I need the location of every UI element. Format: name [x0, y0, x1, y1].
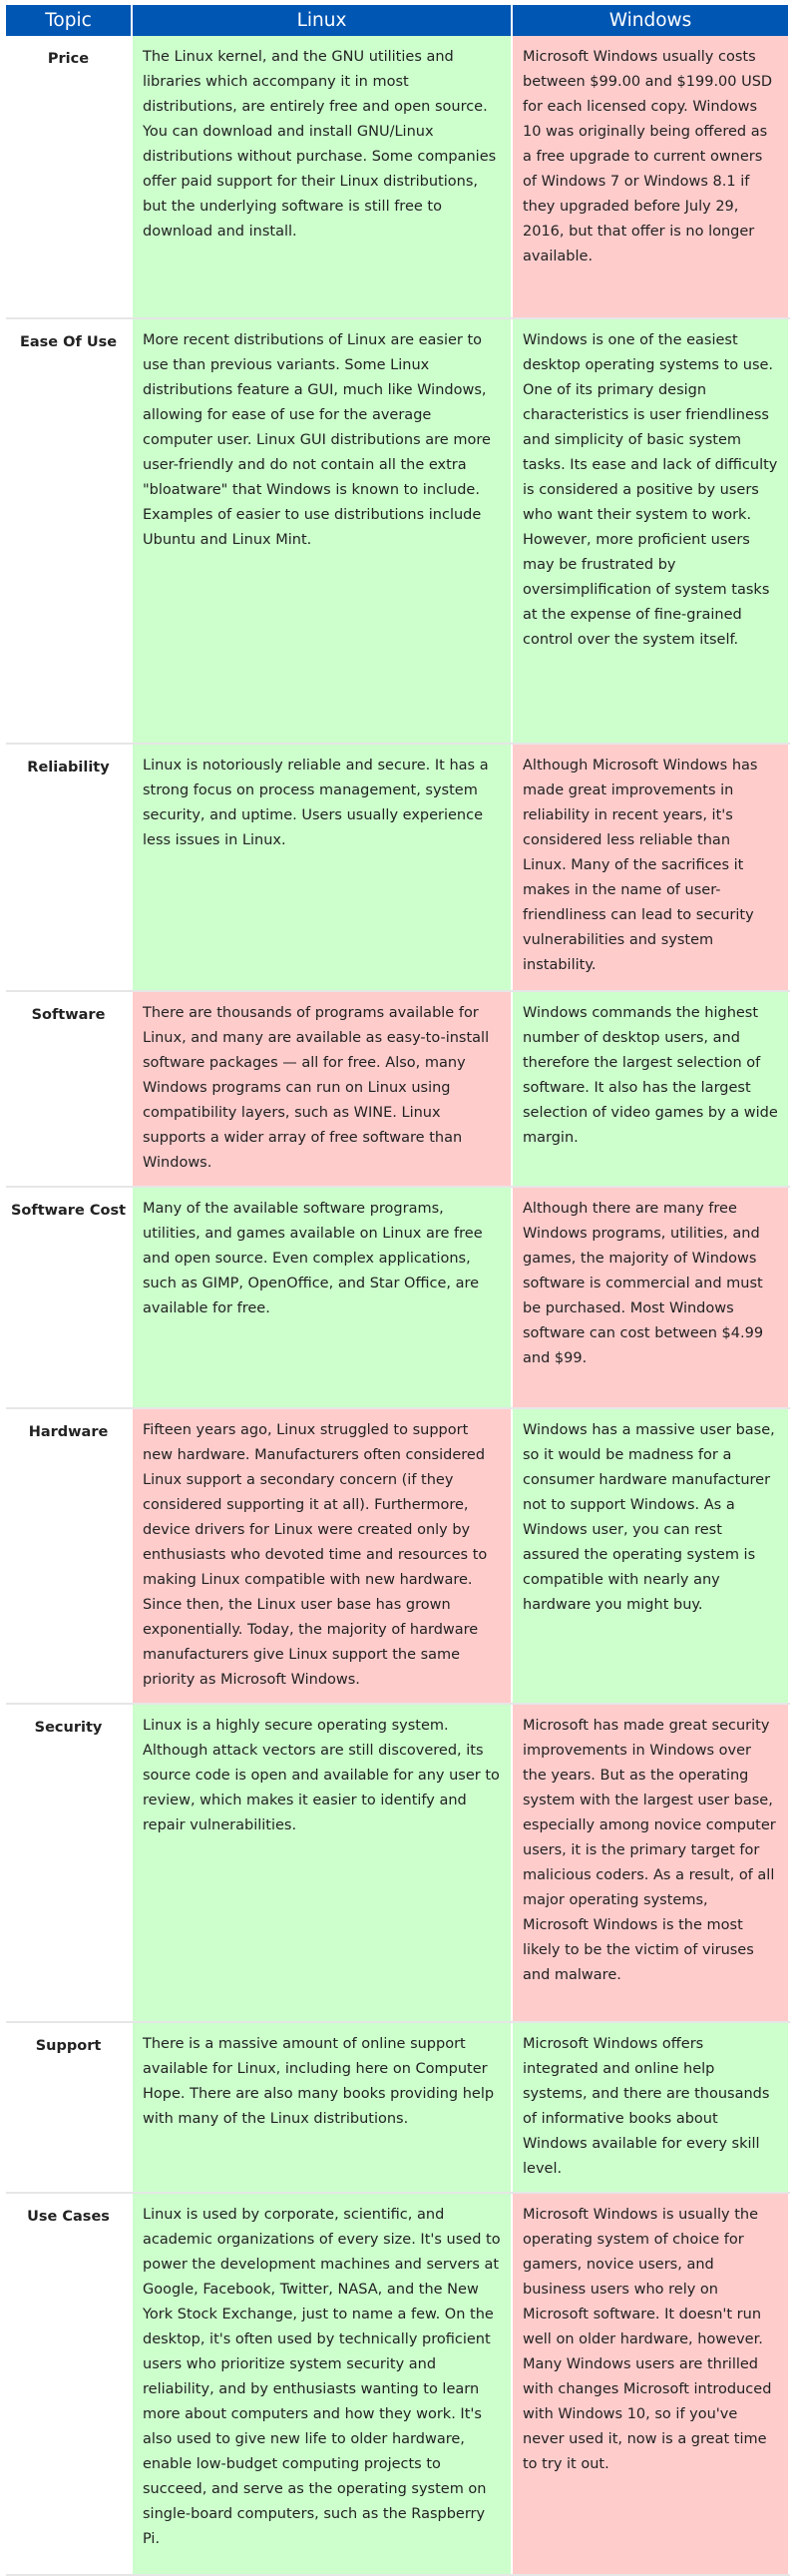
- linux-cell: Many of the available software programs, utilities, and games available on Linux are free and open source. Even complex applications, such as GIMP, OpenOffice, and Star Office, are available for free.: [132, 1187, 512, 1408]
- windows-cell: Although there are many free Windows programs, utilities, and games, the majority of Windows software is commercial and must be purchased. Most Windows software can cost between $4.99 and $99.: [512, 1187, 789, 1408]
- topic-cell: Ease Of Use: [6, 318, 132, 744]
- linux-cell: Linux is notoriously reliable and secure. It has a strong focus on process management, system security, and uptime. Users usually experience less issues in Linux.: [132, 744, 512, 991]
- table-row-hardware: [6, 1408, 789, 1704]
- table-row-reliability: [6, 744, 789, 991]
- windows-cell: Microsoft Windows offers integrated and online help systems, and there are thousands of informative books about Windows available for every skill level.: [512, 2022, 789, 2193]
- linux-cell: There is a massive amount of online support available for Linux, including here on Computer Hope. There are also many books providing help with many of the Linux distributions.: [132, 2022, 512, 2193]
- linux-cell: Fifteen years ago, Linux struggled to support new hardware. Manufacturers often considered Linux support a secondary concern (if they considered supporting it at all). Furthermore, device drivers for Linux were created only by enthusiasts who devoted time and resources to making Linux compatible with new hardware. Since then, the Linux user base has grown exponentially. Today, the majority of hardware manufacturers give Linux support the same priority as Microsoft Windows.: [132, 1408, 512, 1704]
- topic-cell: Security: [6, 1704, 132, 2022]
- windows-cell: Microsoft Windows usually costs between $99.00 and $199.00 USD for each licensed copy. Windows 10 was originally being offered as a free upgrade to current owners of Windows 7 or Windows 8.1 if they upgraded before July 29, 2016, but that offer is no longer available.: [512, 36, 789, 318]
- table-row-software-cost: [6, 1187, 789, 1408]
- header-windows: Windows: [512, 5, 789, 36]
- table-row-software: [6, 991, 789, 1187]
- table-row-ease-of-use: [6, 318, 789, 744]
- table-row-security: [6, 1704, 789, 2022]
- table-row-support: [6, 2022, 789, 2193]
- linux-cell: The Linux kernel, and the GNU utilities and libraries which accompany it in most distributions, are entirely free and open source. You can download and install GNU/Linux distributions without purchase. Some companies offer paid support for their Linux distributions, but the underlying software is still free to download and install.: [132, 36, 512, 318]
- windows-cell: Windows is one of the easiest desktop operating systems to use. One of its primary design characteristics is user friendliness and simplicity of basic system tasks. Its ease and lack of difficulty is considered a positive by users who want their system to work. However, more proficient users may be frustrated by oversimplification of system tasks at the expense of fine-grained control over the system itself.: [512, 318, 789, 744]
- windows-cell: Windows has a massive user base, so it would be madness for a consumer hardware manufacturer not to support Windows. As a Windows user, you can rest assured the operating system is compatible with nearly any hardware you might buy.: [512, 1408, 789, 1704]
- table-row-use-cases: [6, 2193, 789, 2575]
- header-row: [6, 5, 789, 36]
- table-row-price: [6, 36, 789, 318]
- topic-cell: Hardware: [6, 1408, 132, 1704]
- topic-cell: Software: [6, 991, 132, 1187]
- topic-cell: Reliability: [6, 744, 132, 991]
- windows-cell: Windows commands the highest number of desktop users, and therefore the largest selection of software. It also has the largest selection of video games by a wide margin.: [512, 991, 789, 1187]
- topic-cell: Support: [6, 2022, 132, 2193]
- header-topic: Topic: [6, 5, 132, 36]
- windows-cell: Although Microsoft Windows has made great improvements in reliability in recent years, it's considered less reliable than Linux. Many of the sacrifices it makes in the name of user-friendliness can lead to security vulnerabilities and system instability.: [512, 744, 789, 991]
- topic-cell: Use Cases: [6, 2193, 132, 2575]
- windows-cell: Microsoft Windows is usually the operating system of choice for gamers, novice users, and business users who rely on Microsoft software. It doesn't run well on older hardware, however. Many Windows users are thrilled with changes Microsoft introduced with Windows 10, so if you've never used it, now is a great time to try it out.: [512, 2193, 789, 2575]
- topic-cell: Price: [6, 36, 132, 318]
- header-linux: Linux: [132, 5, 512, 36]
- linux-cell: Linux is used by corporate, scientific, and academic organizations of every size. It's used to power the development machines and servers at Google, Facebook, Twitter, NASA, and the New York Stock Exchange, just to name a few. On the desktop, it's often used by technically proficient users who prioritize system security and reliability, and by enthusiasts wanting to learn more about computers and how they work. It's also used to give new life to older hardware, enable low-budget computing projects to succeed, and serve as the operating system on single-board computers, such as the Raspberry Pi.: [132, 2193, 512, 2575]
- windows-cell: Microsoft has made great security improvements in Windows over the years. But as the operating system with the largest user base, especially among novice computer users, it is the primary target for malicious coders. As a result, of all major operating systems, Microsoft Windows is the most likely to be the victim of viruses and malware.: [512, 1704, 789, 2022]
- topic-cell: Software Cost: [6, 1187, 132, 1408]
- linux-cell: More recent distributions of Linux are easier to use than previous variants. Some Linux distributions feature a GUI, much like Windows, allowing for ease of use for the average computer user. Linux GUI distributions are more user-friendly and do not contain all the extra "bloatware" that Windows is known to include. Examples of easier to use distributions include Ubuntu and Linux Mint.: [132, 318, 512, 744]
- linux-cell: There are thousands of programs available for Linux, and many are available as easy-to-install software packages — all for free. Also, many Windows programs can run on Linux using compatibility layers, such as WINE. Linux supports a wider array of free software than Windows.: [132, 991, 512, 1187]
- linux-cell: Linux is a highly secure operating system. Although attack vectors are still discovered, its source code is open and available for any user to review, which makes it easier to identify and repair vulnerabilities.: [132, 1704, 512, 2022]
- comparison-table: [6, 5, 790, 2576]
